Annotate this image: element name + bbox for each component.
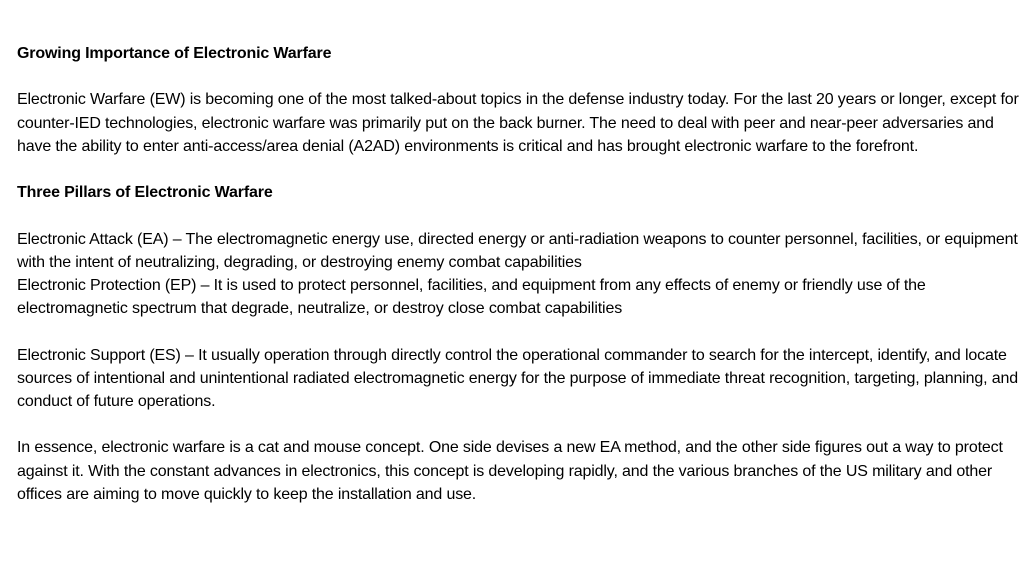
- paragraph-spacer: [17, 204, 1019, 227]
- pillar-electronic-attack: Electronic Attack (EA) – The electromagnetic energy use, directed energy or anti-radiation weapons to counter personnel, facilities, or equipment with the intent of neutralizing, degrading, or destroying enemy combat capabilities: [17, 230, 1018, 271]
- conclusion-paragraph: In essence, electronic warfare is a cat and mouse concept. One side devises a new EA method, and the other side figures out a way to protect against it. With the constant advances in electronics, this concept is developing rapidly, and the various branches of the US military and other offices are aiming to move quickly to keep the installation and use.: [17, 439, 1003, 503]
- intro-paragraph: Electronic Warfare (EW) is becoming one of the most talked-about topics in the defense industry today. For the last 20 years or longer, except for counter-IED technologies, electronic warfare was primarily put on the back burner. The need to deal with peer and near-peer adversaries and have the ability to enter anti-access/area denial (A2AD) environments is critical and has brought electronic warfare to the forefront.: [17, 91, 1019, 155]
- heading-growing-importance: Growing Importance of Electronic Warfare: [17, 45, 332, 62]
- pillar-electronic-protection: Electronic Protection (EP) – It is used to protect personnel, facilities, and equipment from any effects of enemy or friendly use of the electromagnetic spectrum that degrade, neutralize, or destroy close combat capabilities: [17, 276, 926, 318]
- heading-three-pillars: Three Pillars of Electronic Warfare: [17, 184, 273, 202]
- slide-text-body: [17, 42, 1019, 506]
- paragraph-spacer: [17, 413, 1019, 436]
- paragraph-spacer: [17, 158, 1019, 181]
- paragraph-spacer: [17, 65, 1019, 88]
- pillar-electronic-support: Electronic Support (ES) – It usually operation through directly control the operational commander to search for the intercept, identify, and locate sources of intentional and unintentional radiated electromagnetic energy for the purpose of immediate threat recognition, targeting, planning, and conduct of future operations.: [17, 346, 1018, 410]
- paragraph-spacer: [17, 320, 1019, 343]
